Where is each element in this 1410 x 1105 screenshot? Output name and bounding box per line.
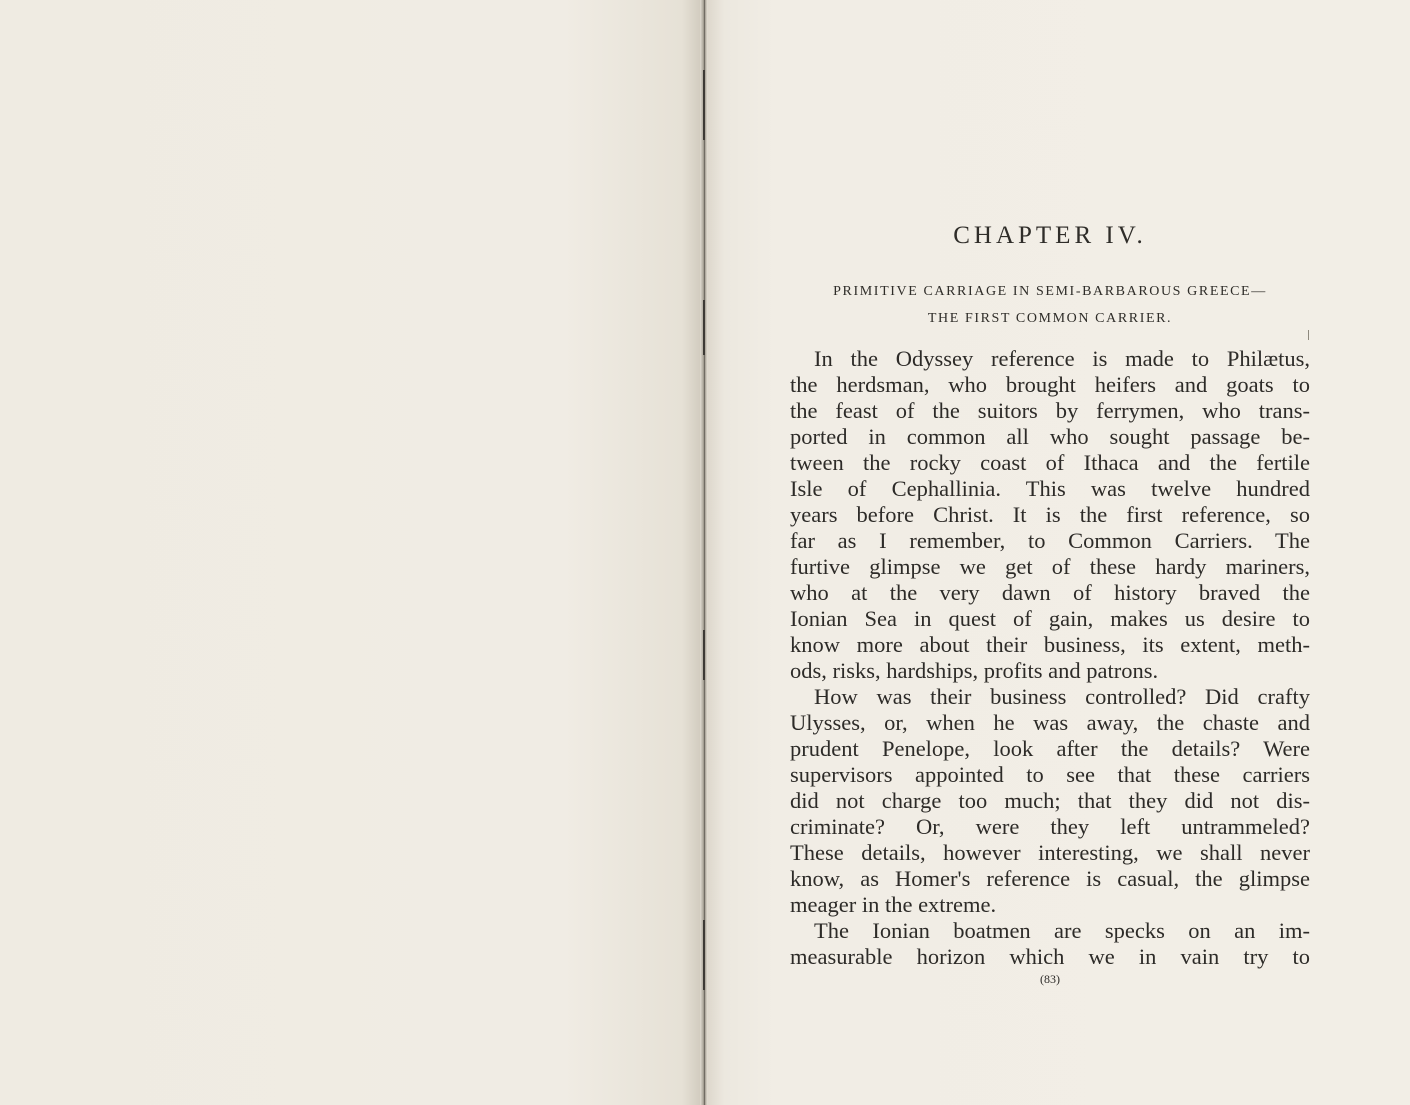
text-line: furtive glimpse we get of these hardy mariners, [790,554,1310,579]
text-line: ods, risks, hardships, profits and patrons. [790,658,1159,683]
subtitle-line: THE FIRST COMMON CARRIER. [927,311,1173,326]
text-line: These details, however interesting, we shall never [790,840,1310,865]
text-line: the herdsman, who brought heifers and goats to [790,372,1310,397]
text-line: Isle of Cephallinia. This was twelve hundred [790,476,1310,501]
text-line: Ionian Sea in quest of gain, makes us desire to [790,606,1310,631]
text-line: who at the very dawn of history braved the [790,580,1310,605]
text-line: meager in the extreme. [790,892,997,917]
text-line: supervisors appointed to see that these carriers [790,762,1310,787]
chapter-title: CHAPTER IV. [953,222,1147,249]
text-line: years before Christ. It is the first reference, so [790,502,1310,527]
text-line: did not charge too much; that they did not dis- [790,788,1310,813]
text-line: measurable horizon which we in vain try to [790,944,1310,969]
page-number: (83) [1040,972,1060,986]
text-line: far as I remember, to Common Carriers. The [790,528,1310,553]
subtitle-line: PRIMITIVE CARRIAGE IN SEMI-BARBAROUS GREECE— [833,284,1267,299]
text-line: The Ionian boatmen are specks on an im- [814,918,1310,943]
text-line: Ulysses, or, when he was away, the chaste and [790,710,1310,735]
chapter-subtitle [790,278,1310,332]
binding-stitch [703,630,705,680]
left-page-blank [0,0,703,1105]
body-text [790,346,1310,970]
binding-stitch [703,920,705,990]
text-line: criminate? Or, were they left untrammeled? [790,814,1310,839]
text-line: How was their business controlled? Did crafty [814,684,1310,709]
text-line: know, as Homer's reference is casual, the glimpse [790,866,1310,891]
text-line: ported in common all who sought passage be- [790,424,1310,449]
text-line: In the Odyssey reference is made to Philætus, [814,346,1310,371]
text-line: know more about their business, its extent, meth- [790,632,1310,657]
binding-stitch [703,300,705,355]
text-line: tween the rocky coast of Ithaca and the fertile [790,450,1310,475]
binding-stitch [703,70,705,140]
text-line: the feast of the suitors by ferrymen, who trans- [790,398,1310,423]
text-line: prudent Penelope, look after the details? Were [790,736,1310,761]
